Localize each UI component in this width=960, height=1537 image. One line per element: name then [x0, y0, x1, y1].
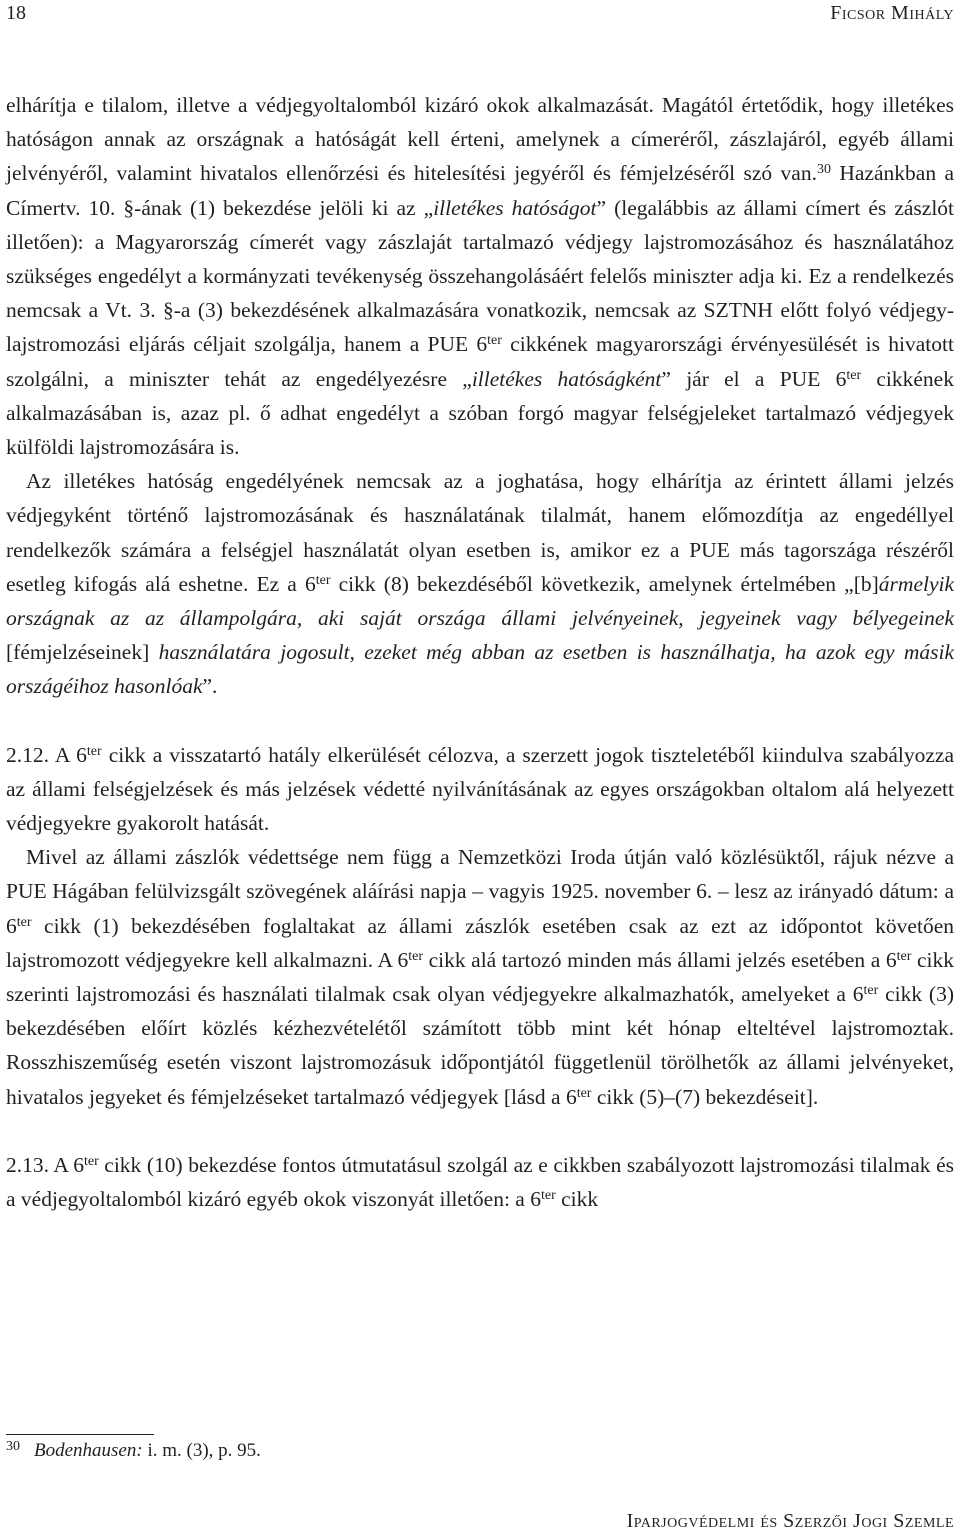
text-run: cikk (8) bekezdéséből következik, amelynek értelmében „[b] [330, 571, 879, 596]
superscript: ter [846, 367, 862, 383]
paragraph [6, 1148, 954, 1216]
italic-text: illetékes hatóságként [471, 366, 662, 391]
text-run: Az illetékes hatóság engedélyének nemcsak az a joghatása, hogy elhárítja az érintett állami jelzés védjegyként történő lajstromozásának és használatának tilalmát, hanem előmozdítja az engedéllyel rendelkezők számára a felségjel használatát olyan esetben is, amikor ez a PUE más tagországa részéről esetleg kifogás alá eshetne. Ez a 6 [6, 469, 954, 596]
superscript: ter [83, 1153, 99, 1169]
text-run: cikk (3) bekezdésében előírt közlés kézhezvételétől számított több mint két hónap elteltével lajstromoztak. Rosszhiszeműség esetén viszont lajstromozásuk időpontjától függetlenül törölhetők az állami jelvényeket, hivatalos jegyeket és fémjelzéseket tartalmazó védjegyek [lásd a 6 [6, 982, 954, 1109]
text-run: Mivel az állami zászlók védettsége nem függ a Nemzetközi Iroda útján való közlésüktől, rájuk nézve a PUE Hágában felülvizsgált szövegének aláírási napja – vagyis 1925. november 6. – lesz az irányadó dátum: a 6 [6, 845, 954, 938]
footnote-divider [6, 1434, 154, 1435]
paragraph [6, 840, 954, 1114]
superscript: ter [315, 572, 331, 588]
paragraph [6, 88, 954, 464]
page-header [0, 0, 960, 40]
paragraph [6, 738, 954, 841]
superscript: 30 [816, 162, 831, 178]
running-foot-journal: Iparjogvédelmi és Szerzői Jogi Szemle [626, 1510, 954, 1532]
text-run: ” (legalábbis az állami címert és zászlót illetően): a Magyarország címerét vagy zászlaját tartalmazó védjegy lajstromozásához és használatához szükséges engedélyt a kormányzati tevékenység összehangolásáért felelős miniszter adja ki. Ez a rendelkezés nemcsak a Vt. 3. §-a (3) bekezdésének alkalmazására vonatkozik, nemcsak az SZTNH előtt folyó védjegy-lajstromozási eljárás céljait szolgálja, hanem a PUE 6 [6, 195, 955, 357]
italic-text: illetékes hatóságot [433, 195, 597, 220]
superscript: ter [487, 333, 502, 349]
main-text [6, 88, 954, 1216]
text-run: cikk (10) bekezdése fontos útmutatásul szolgál az e cikkben szabályozott lajstromozási tilalmak és a védjegyoltalomból kizáró egyéb okok viszonyát illetően: a 6 [6, 1152, 955, 1212]
text-run: cikkének magyarországi érvényesülését is hivatott szolgálni, a miniszter tehát az engedélyezésre „ [6, 332, 954, 391]
text-run: cikk [555, 1187, 599, 1212]
text-run: cikkének alkalmazásában is, azaz pl. ő adhat engedélyt a szóban forgó magyar felségjeleket tartalmazó védjegyek külföldi lajstromozására is. [6, 366, 954, 460]
text-run: cikk a visszatartó hatály elkerülését célozva, a szerzett jogok tiszteletéből kiindulva szabályozza az állami felségjelzések és más jelzések védetté nyilvánításának az egyes országokban oltalom alá helyezett védjegyekre gyakorolt hatását. [6, 742, 954, 836]
running-head-author: Ficsor Mihály [830, 2, 954, 24]
superscript: ter [408, 948, 423, 964]
superscript: ter [16, 914, 32, 930]
superscript: ter [576, 1085, 592, 1101]
text-run: elhárítja e tilalom, illetve a védjegyoltalomból kizáró okok alkalmazását. Magától értetődik, hogy illetékes hatóságon annak az országnak a hatóságát kell érteni, amelynek a címeréről, zászlajáról, egyéb állami jelvényéről, valamint hivatalos ellenőrzési és hitelesítési jegyéről és fémjelzéséről szó van. [6, 93, 954, 186]
italic-text: használatára jogosult, ezeket még abban az esetben is használhatja, ha azok egy másik országéihoz hasonlóak [6, 640, 954, 699]
text-run: ” jár el a PUE 6 [661, 366, 847, 391]
text-run: [fémjelzéseinek] [6, 640, 159, 665]
text-run: 2.12. A 6 [6, 742, 87, 767]
text-run: 2.13. A 6 [6, 1152, 84, 1177]
text-run: cikk szerinti lajstromozási és használati tilalmak csak olyan védjegyekre alkalmazhatók, amelyeket a 6 [6, 947, 954, 1007]
text-run: cikk (1) bekezdésében foglaltakat az állami zászlók esetében csak az ezt az időpontot követően lajstromozott védjegyekre kell alkalmazni. A 6 [6, 913, 954, 972]
text-run: Hazánkban a Címertv. 10. §-ának (1) bekezdése jelöli ki az „ [6, 161, 954, 220]
text-run: ”. [202, 674, 218, 699]
superscript: ter [86, 743, 102, 759]
text-run: cikk (5)–(7) bekezdéseit]. [591, 1084, 819, 1109]
footnote-text: i. m. (3), p. 95. [142, 1440, 261, 1461]
italic-text: ármelyik országnak az az állampolgára, aki saját országa állami jelvényeinek, jegyeinek vagy bélyegeinek [6, 571, 955, 631]
footnote: 30 Bodenhausen: i. m. (3), p. 95. [6, 1439, 261, 1461]
footnote-author: Bodenhausen: [34, 1440, 143, 1461]
superscript: ter [540, 1188, 556, 1204]
text-run: cikk alá tartozó minden más állami jelzés esetében a 6 [423, 947, 897, 972]
superscript: ter [896, 948, 912, 964]
superscript: ter [863, 983, 879, 999]
paragraph [6, 464, 954, 703]
page-number: 18 [6, 2, 26, 24]
